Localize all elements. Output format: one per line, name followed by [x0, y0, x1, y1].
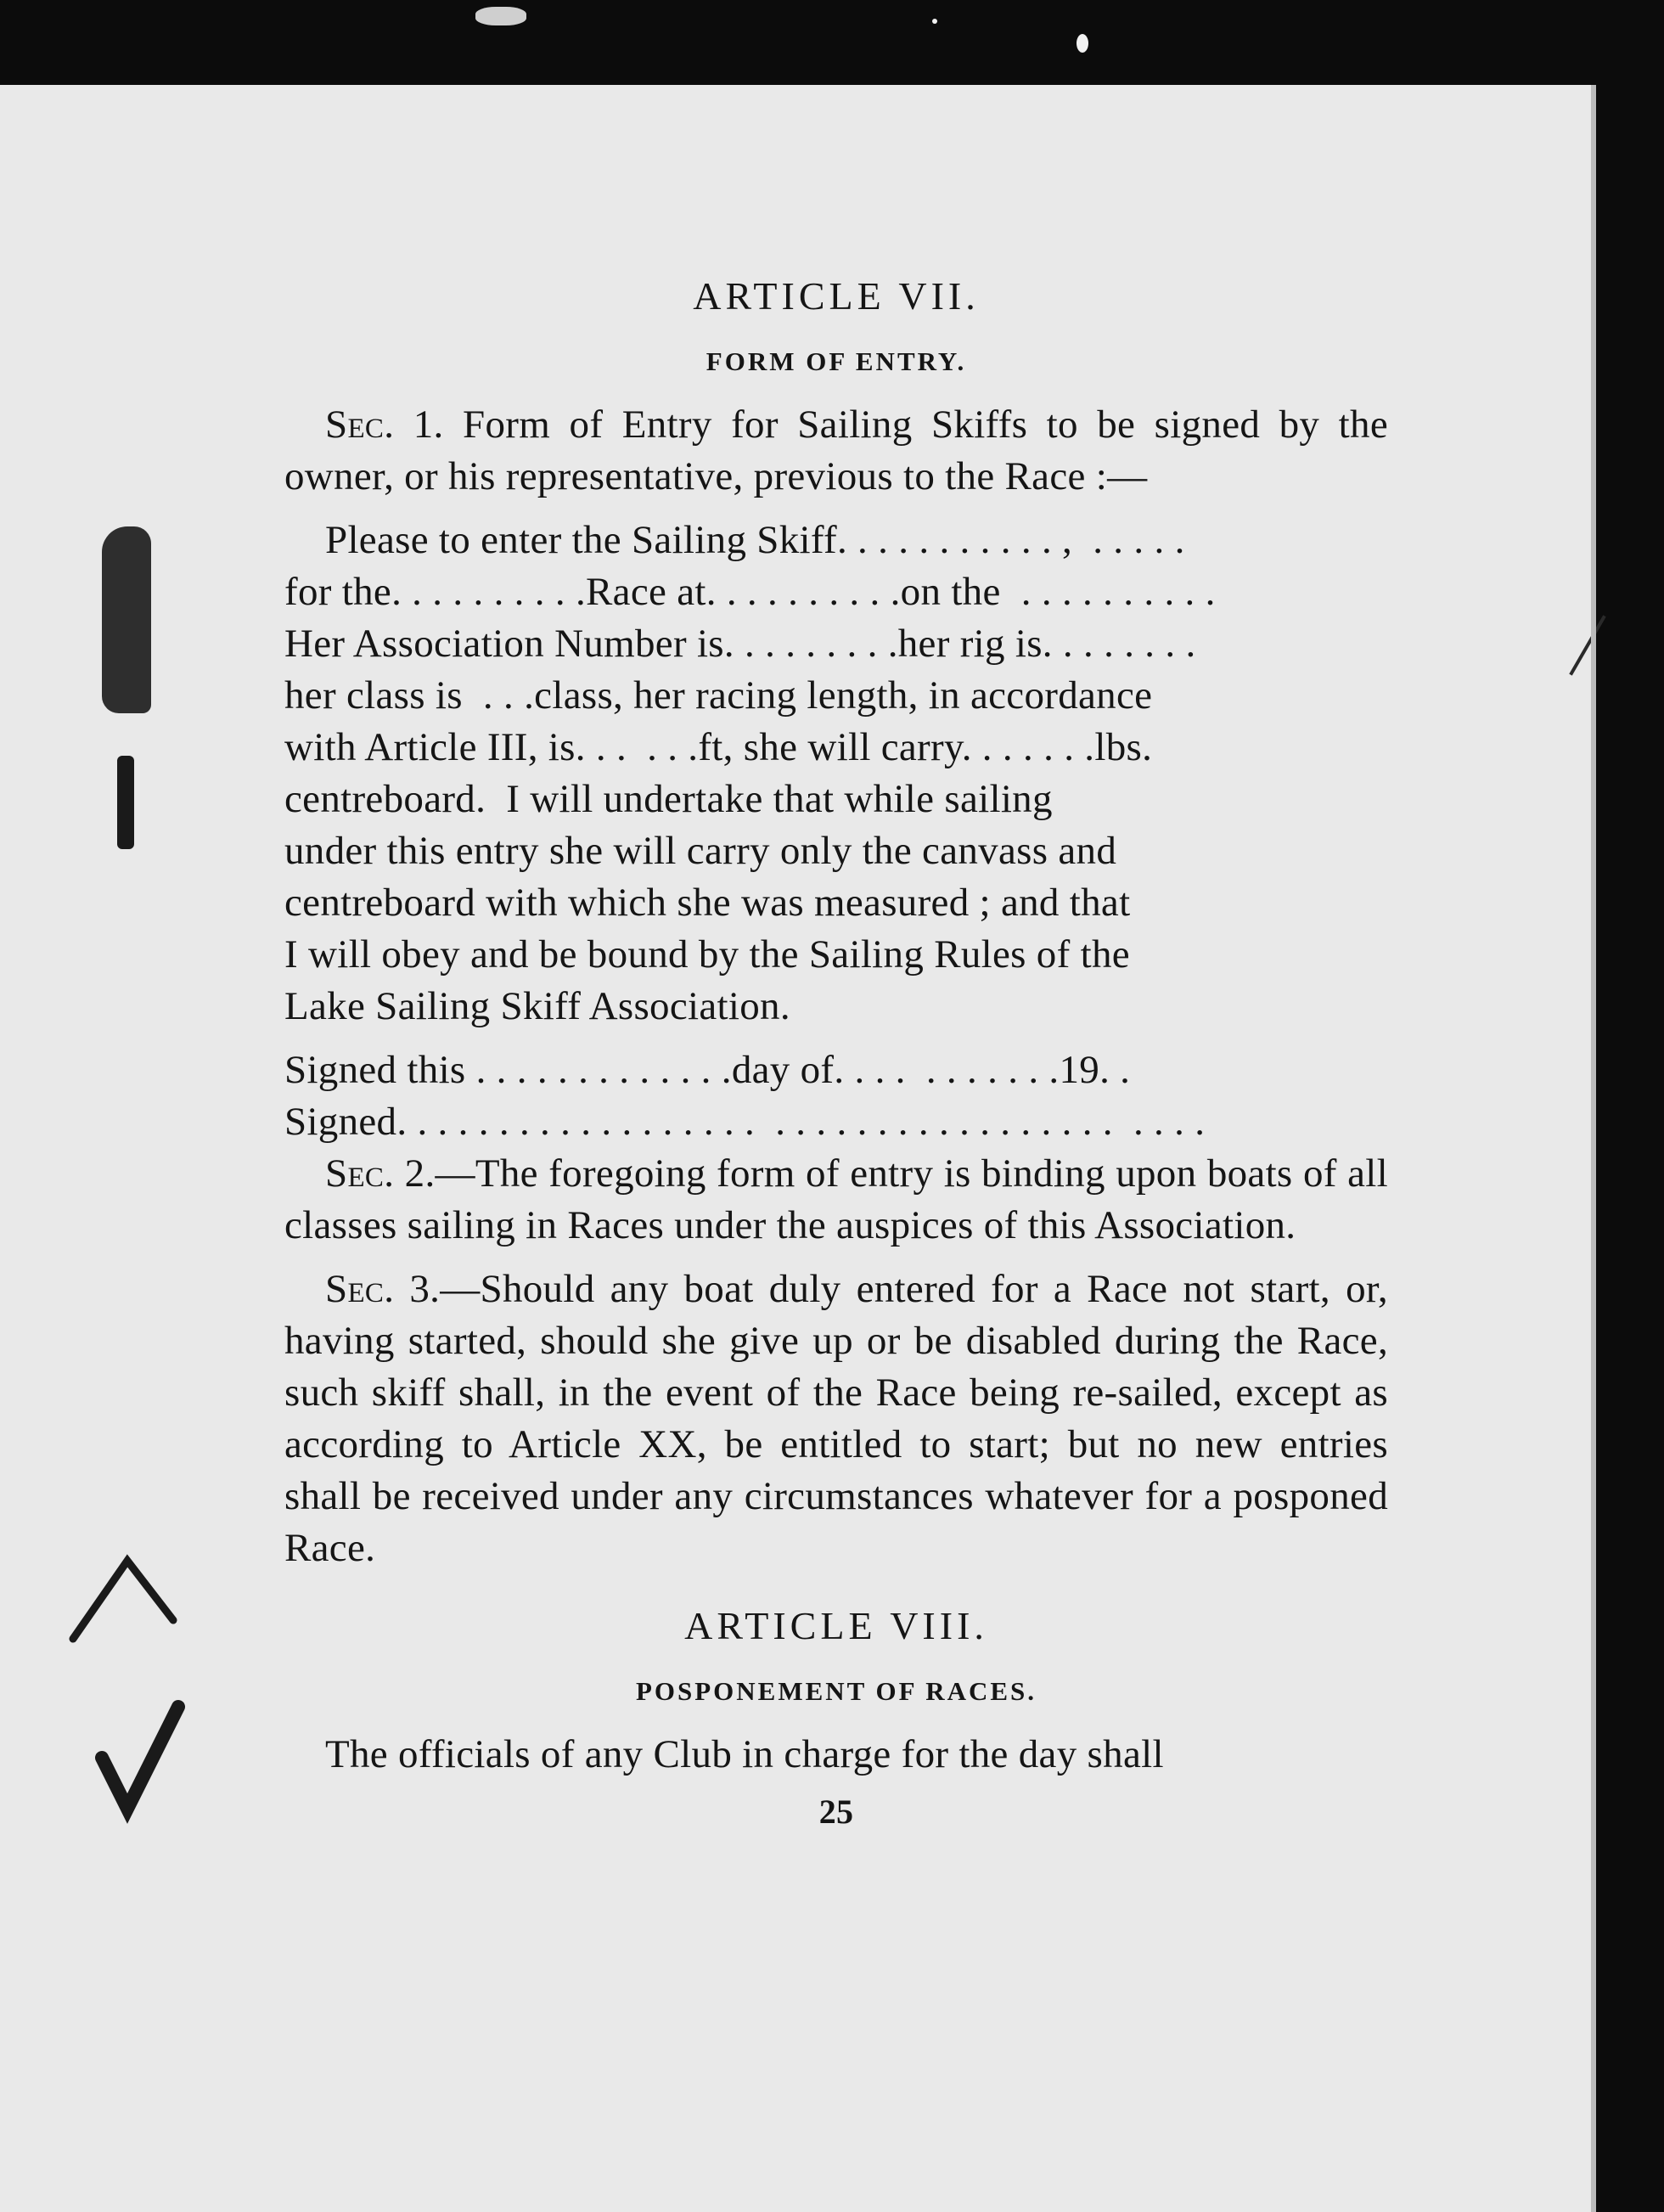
section-2-paragraph: [284, 1148, 1388, 1252]
signature-lines: [284, 1044, 1388, 1148]
form-line: centreboard. I will undertake that while sailing: [284, 777, 1053, 821]
section-2-label: Sec. 2.: [325, 1151, 436, 1196]
form-line: I will obey and be bound by the Sailing Rules of the: [284, 932, 1130, 977]
scan-speck: [932, 19, 937, 24]
section-3-label: Sec. 3.: [325, 1267, 441, 1311]
page-text: [284, 270, 1388, 1838]
book-page: [0, 85, 1596, 2212]
scan-speck: [475, 7, 526, 25]
scan-speck: [1077, 34, 1088, 53]
section-3-paragraph: [284, 1264, 1388, 1574]
ink-blot: [102, 526, 151, 713]
form-line: Please to enter the Sailing Skiff. . . . . . . . . . . , . . . . .: [325, 518, 1185, 562]
section-1-paragraph: [284, 399, 1388, 503]
section-3-text: —Should any boat duly entered for a Race not start, or, having started, should she give up or be disabled during the Race, such skiff shall, in the event of the Race being re-sailed, except as according to Article XX, be entitled to start; but no new entries shall be received under any circumstances whatever for a posponed Race.: [284, 1267, 1388, 1570]
form-line: Her Association Number is. . . . . . . . .her rig is. . . . . . . .: [284, 622, 1196, 666]
check-mark: [93, 1698, 187, 1826]
form-line: her class is . . .class, her racing length, in accordance: [284, 673, 1153, 718]
section-1-label: Sec. 1.: [325, 402, 444, 447]
article-8-heading: ARTICLE VIII.: [684, 1604, 988, 1647]
article-8-subheading: POSPONEMENT OF RACES.: [635, 1676, 1037, 1706]
section-1-text: Form of Entry for Sailing Skiffs to be signed by the owner, or his representative, previous to the Race :—: [284, 402, 1388, 498]
article-8-text: The officials of any Club in charge for the day shall: [325, 1732, 1164, 1776]
signed-name-line: Signed. . . . . . . . . . . . . . . . . . . . . . . . . . . . . . . . . . . . . . .: [284, 1100, 1206, 1144]
page-number: 25: [818, 1793, 854, 1831]
form-line: under this entry she will carry only the canvass and: [284, 829, 1117, 873]
form-line: centreboard with which she was measured ; and that: [284, 881, 1131, 925]
form-line: for the. . . . . . . . . .Race at. . . . . . . . . .on the . . . . . . . . . .: [284, 570, 1216, 614]
form-line: Lake Sailing Skiff Association.: [284, 984, 790, 1028]
ink-blot: [117, 756, 134, 849]
signed-date-line: Signed this . . . . . . . . . . . . .day of. . . . . . . . . . .19. .: [284, 1048, 1131, 1092]
caret-mark: [68, 1545, 178, 1647]
margin-tick: [1569, 615, 1605, 675]
form-line: with Article III, is. . . . . .ft, she will carry. . . . . . .lbs.: [284, 725, 1153, 769]
article-7-heading: ARTICLE VII.: [693, 274, 980, 318]
entry-form: [284, 515, 1388, 1033]
section-2-text: —The foregoing form of entry is binding upon boats of all classes sailing in Races under the auspices of this Association.: [284, 1151, 1388, 1247]
article-7-subheading: FORM OF ENTRY.: [706, 346, 967, 376]
